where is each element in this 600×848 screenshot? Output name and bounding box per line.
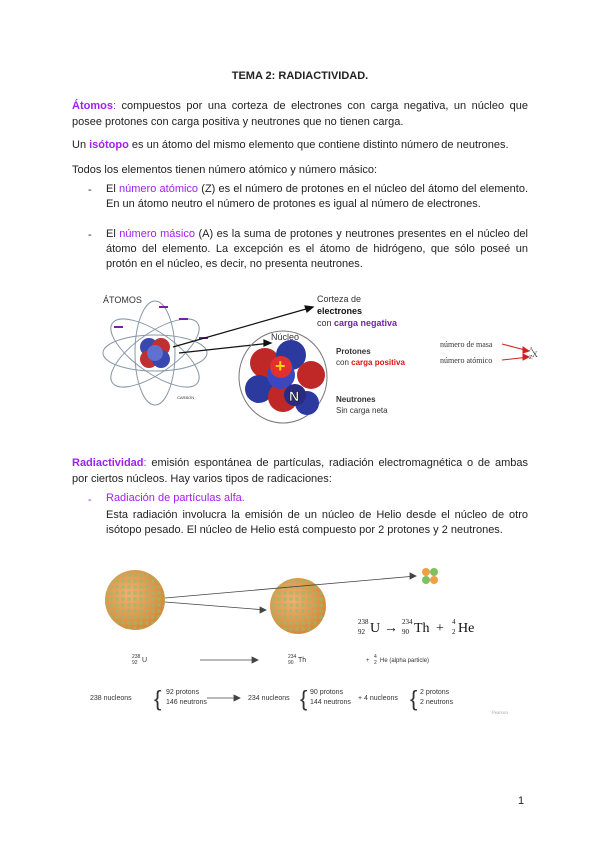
mass-number-label: número de masa bbox=[440, 340, 493, 349]
isotope-paragraph: Un isótopo es un átomo del mismo elemento que contiene distinto número de neutrones. bbox=[72, 139, 509, 151]
svg-text:4: 4 bbox=[374, 654, 377, 660]
mass-number-bullet: El número másico (A) es la suma de protones y neutrones presentes en el núcleo del átomo del elemento. La excepción es el átomo de hidrógeno, que sólo poseé un protón en el núcleo, es decir, no presenta neutrones. bbox=[106, 228, 528, 270]
notation-arrows bbox=[502, 344, 529, 360]
corteza-label-2: electrones bbox=[317, 306, 363, 316]
svg-text:U: U bbox=[142, 657, 148, 664]
atoms-term: Átomos bbox=[72, 100, 113, 112]
decay-equation bbox=[358, 618, 474, 636]
svg-text:+ 4 nucleons: + 4 nucleons bbox=[358, 695, 398, 702]
svg-text:+: + bbox=[436, 621, 444, 636]
svg-text:Th: Th bbox=[298, 657, 307, 664]
radioactivity-term: Radiactividad bbox=[72, 457, 144, 469]
corteza-label-1: Corteza de bbox=[317, 294, 362, 304]
notation-symbol: X bbox=[532, 350, 538, 359]
svg-text:146 neutrons: 146 neutrons bbox=[166, 699, 207, 706]
svg-text:{: { bbox=[154, 686, 162, 711]
svg-text:U: U bbox=[370, 621, 381, 636]
atomic-number-label: número atómico bbox=[440, 356, 493, 365]
neutrones-charge-label: Sin carga neta bbox=[336, 406, 388, 415]
svg-text:+: + bbox=[366, 658, 370, 664]
svg-text:234 nucleons: 234 nucleons bbox=[248, 695, 290, 702]
svg-text:92 protons: 92 protons bbox=[166, 689, 200, 696]
publisher-mark: Pearson bbox=[492, 711, 508, 716]
atomic-number-bullet: El número atómico (Z) es el número de protones en el núcleo del átomo del elemento. En un átomo neutro el número de protones es igual al número de electrones. bbox=[106, 183, 529, 210]
svg-text:Th: Th bbox=[414, 621, 430, 636]
atoms-figure-label: ÁTOMOS bbox=[103, 295, 142, 305]
corteza-label-3: con carga negativa bbox=[317, 318, 398, 328]
neutrones-label: Neutrones bbox=[336, 395, 376, 404]
svg-text:90: 90 bbox=[402, 628, 409, 636]
isotope-term: isótopo bbox=[89, 139, 129, 151]
svg-text:2: 2 bbox=[452, 628, 456, 636]
svg-text:4: 4 bbox=[452, 618, 456, 626]
small-nucleus bbox=[140, 338, 170, 368]
svg-text:He (alpha particle): He (alpha particle) bbox=[380, 658, 430, 664]
notation-sub: Z bbox=[529, 355, 533, 361]
mass-number-term: número másico bbox=[119, 228, 195, 240]
svg-text:He: He bbox=[458, 621, 475, 636]
svg-text:234: 234 bbox=[402, 618, 413, 626]
proton-plus-icon: + bbox=[275, 356, 286, 376]
svg-text:→: → bbox=[384, 621, 398, 636]
svg-text:92: 92 bbox=[358, 628, 365, 636]
protones-label: Protones bbox=[336, 347, 371, 356]
svg-text:238 nucleons: 238 nucleons bbox=[90, 695, 132, 702]
bullet-dash: - bbox=[88, 184, 92, 196]
svg-text:92: 92 bbox=[132, 660, 138, 666]
svg-text:234: 234 bbox=[288, 654, 297, 660]
electron-icons bbox=[114, 306, 208, 339]
large-nucleus bbox=[239, 331, 327, 423]
nucleo-label: Núcleo bbox=[271, 332, 300, 342]
alpha-text: Esta radiación involucra la emisión de un núcleo de Helio desde el núcleo de otro isótopo pesado. El núcleo de Helio está compuesto por 2 protones y 2 neutrones. bbox=[106, 509, 528, 536]
svg-text:90: 90 bbox=[288, 660, 294, 666]
neutron-n-icon: N bbox=[289, 388, 300, 404]
svg-text:238: 238 bbox=[358, 618, 369, 626]
svg-text:{: { bbox=[300, 686, 308, 711]
radioactivity-paragraph: Radiactividad: emisión espontánea de partículas, radiación electromagnética o de ambas por ciertos núcleos. Hay varios tipos de radicaciones: bbox=[72, 457, 528, 485]
nucleon-breakdown bbox=[90, 686, 454, 711]
protones-charge-label: con carga positiva bbox=[336, 358, 405, 367]
page-title: TEMA 2: RADIACTIVIDAD. bbox=[231, 70, 369, 82]
bullet-dash: - bbox=[88, 229, 92, 241]
elements-intro: Todos los elementos tienen número atómico y número másico: bbox=[72, 164, 378, 176]
atomic-number-term: número atómico bbox=[119, 183, 199, 195]
atom-diagram bbox=[95, 285, 538, 435]
svg-text:238: 238 bbox=[132, 654, 141, 660]
helium-nucleus bbox=[422, 568, 438, 584]
svg-text:{: { bbox=[410, 686, 418, 711]
uranium-nucleus bbox=[105, 570, 165, 630]
bullet-dash: - bbox=[88, 494, 92, 506]
svg-text:144 neutrons: 144 neutrons bbox=[310, 699, 351, 706]
page-number: 1 bbox=[518, 795, 525, 807]
carbon-label: CARBON bbox=[177, 395, 195, 400]
svg-text:2 protons: 2 protons bbox=[420, 689, 450, 696]
svg-text:90 protons: 90 protons bbox=[310, 689, 344, 696]
atoms-paragraph: Átomos: compuestos por una corteza de electrones con carga negativa, un núcleo que posee protones con carga positiva y neutrones que no tienen carga. bbox=[72, 100, 528, 128]
alpha-title: Radiación de partículas alfa. bbox=[106, 492, 245, 504]
alpha-decay-diagram bbox=[90, 560, 520, 720]
notation-sup: A bbox=[529, 347, 534, 353]
svg-text:2 neutrons: 2 neutrons bbox=[420, 699, 454, 706]
nuclide-labels bbox=[132, 654, 429, 666]
svg-text:2: 2 bbox=[374, 660, 377, 666]
